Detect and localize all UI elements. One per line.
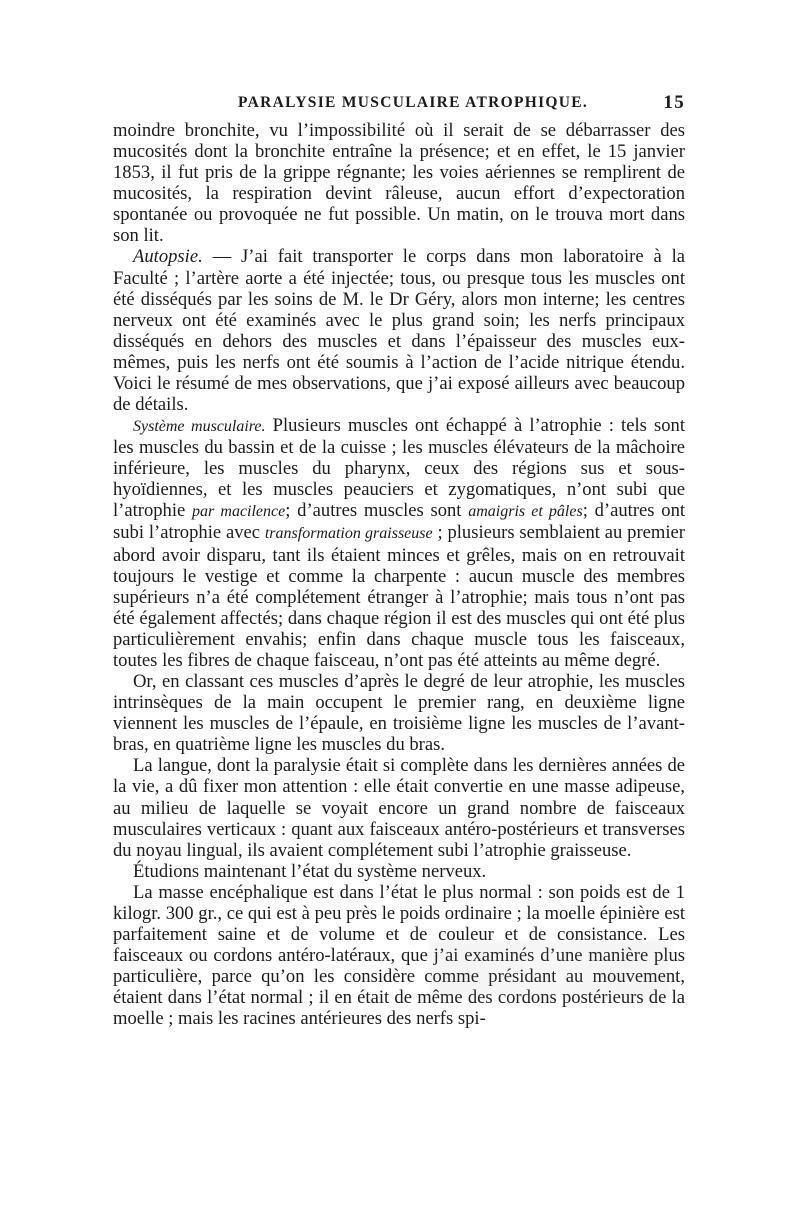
paragraph-text-part: ; d’autres ont subi l’atrophie avec xyxy=(113,500,686,544)
section-lead-systeme-musculaire: Système musculaire. xyxy=(133,418,266,436)
paragraph-text-part: Plusieurs muscles ont échappé à l’atrophie : tels sont les muscles du bassin et de la cuisse ; les muscles élévateurs de la mâchoire inférieure, les muscles du pharynx, ceux des régions sus et sous-hyoïdiennes, et les muscles peauciers et zygomatiques, n’ont subi que l’atrophie xyxy=(113,415,685,522)
book-page xyxy=(113,92,685,1029)
body-text xyxy=(113,120,685,1029)
paragraph-langue: La langue, dont la paralysie était si complète dans les dernières années de la vie, a dû fixer mon attention : elle était convertie en une masse adipeuse, au milieu de laquelle se voyait encore un grand nombre de faisceaux musculaires verticaux : quant aux faisceaux antéro-postérieurs et transverses du noyau lingual, ils avaient complétement subi l’atrophie graisseuse. xyxy=(113,755,685,861)
paragraph-autopsie-text: — J’ai fait transporter le corps dans mon laboratoire à la Faculté ; l’artère aorte a été injectée; tous, ou presque tous les muscles ont été disséqués par les soins de M. le Dr Géry, alors mon interne; les centres nerveux ont été examinés avec le plus grand soin; les nerfs principaux disséqués en dehors des muscles et dans l’épaisseur des muscles eux-mêmes, puis les nerfs ont été soumis à l’action de l’acide nitrique étendu. Voici le résumé de mes observations, que j’ai exposé ailleurs avec beaucoup de détails. xyxy=(113,246,685,416)
running-title: PARALYSIE MUSCULAIRE ATROPHIQUE. xyxy=(238,94,589,111)
paragraph-continued: moindre bronchite, vu l’impossibilité où il serait de se débarrasser des mucosités dont la bronchite entraîne la présence; et en effet, le 15 janvier 1853, il fut pris de la grippe régnante; les voies aériennes se remplirent de mucosités, la respiration devint râleuse, aucun effort d’expectoration spontanée ou provoquée ne fut possible. Un matin, on le trouva mort dans son lit. xyxy=(113,120,685,247)
paragraph-masse-encephalique: La masse encéphalique est dans l’état le plus normal : son poids est de 1 kilogr. 300 gr., ce qui est à peu près le poids ordinaire ; la moelle épinière est parfaitement saine et de volume et de couleur et de consistance. Les faisceaux ou cordons antéro-latéraux, que j’ai examinés d’une manière plus particulière, parce qu’on les considère comme présidant au mouvement, étaient dans l’état normal ; il en était de même des cordons postérieurs de la moelle ; mais les racines antérieures des nerfs spi- xyxy=(113,881,685,1030)
paragraph-text-part: ; d’autres muscles sont xyxy=(285,500,469,522)
running-head xyxy=(113,92,685,120)
italic-term-macilence: par macilence xyxy=(192,503,286,521)
paragraph-autopsie xyxy=(113,246,685,415)
show-through-smudge xyxy=(430,940,670,1000)
paragraph-systeme-nerveux: Étudions maintenant l’état du système nerveux. xyxy=(133,860,487,882)
paragraph-systeme-musculaire xyxy=(113,415,685,671)
page-number: 15 xyxy=(663,92,685,113)
section-lead-autopsie: Autopsie. xyxy=(133,246,203,268)
italic-term-amaigris: amaigris et pâles xyxy=(468,503,583,521)
paragraph-text-part: ; plusieurs semblaient au premier abord avoir disparu, tant ils étaient minces et grêles, mais on en retrouvait toujours le vestige et comme la charpente : aucun muscle des membres supérieurs n’a été complétement étranger à l’atrophie; mais tous n’ont pas été également affectés; dans chaque région il est des muscles qui ont été plus particulièrement envahis; enfin dans chaque muscle tous les faisceaux, toutes les fibres de chaque faisceau, n’ont pas été atteints au même degré. xyxy=(113,522,685,671)
italic-term-transformation: transformation graisseuse xyxy=(264,525,433,543)
paragraph-classement: Or, en classant ces muscles d’après le degré de leur atrophie, les muscles intrinsèques de la main occupent le premier rang, en deuxième ligne viennent les muscles de l’épaule, en troisième ligne les muscles de l’avant-bras, en quatrième ligne les muscles du bras. xyxy=(113,671,685,756)
